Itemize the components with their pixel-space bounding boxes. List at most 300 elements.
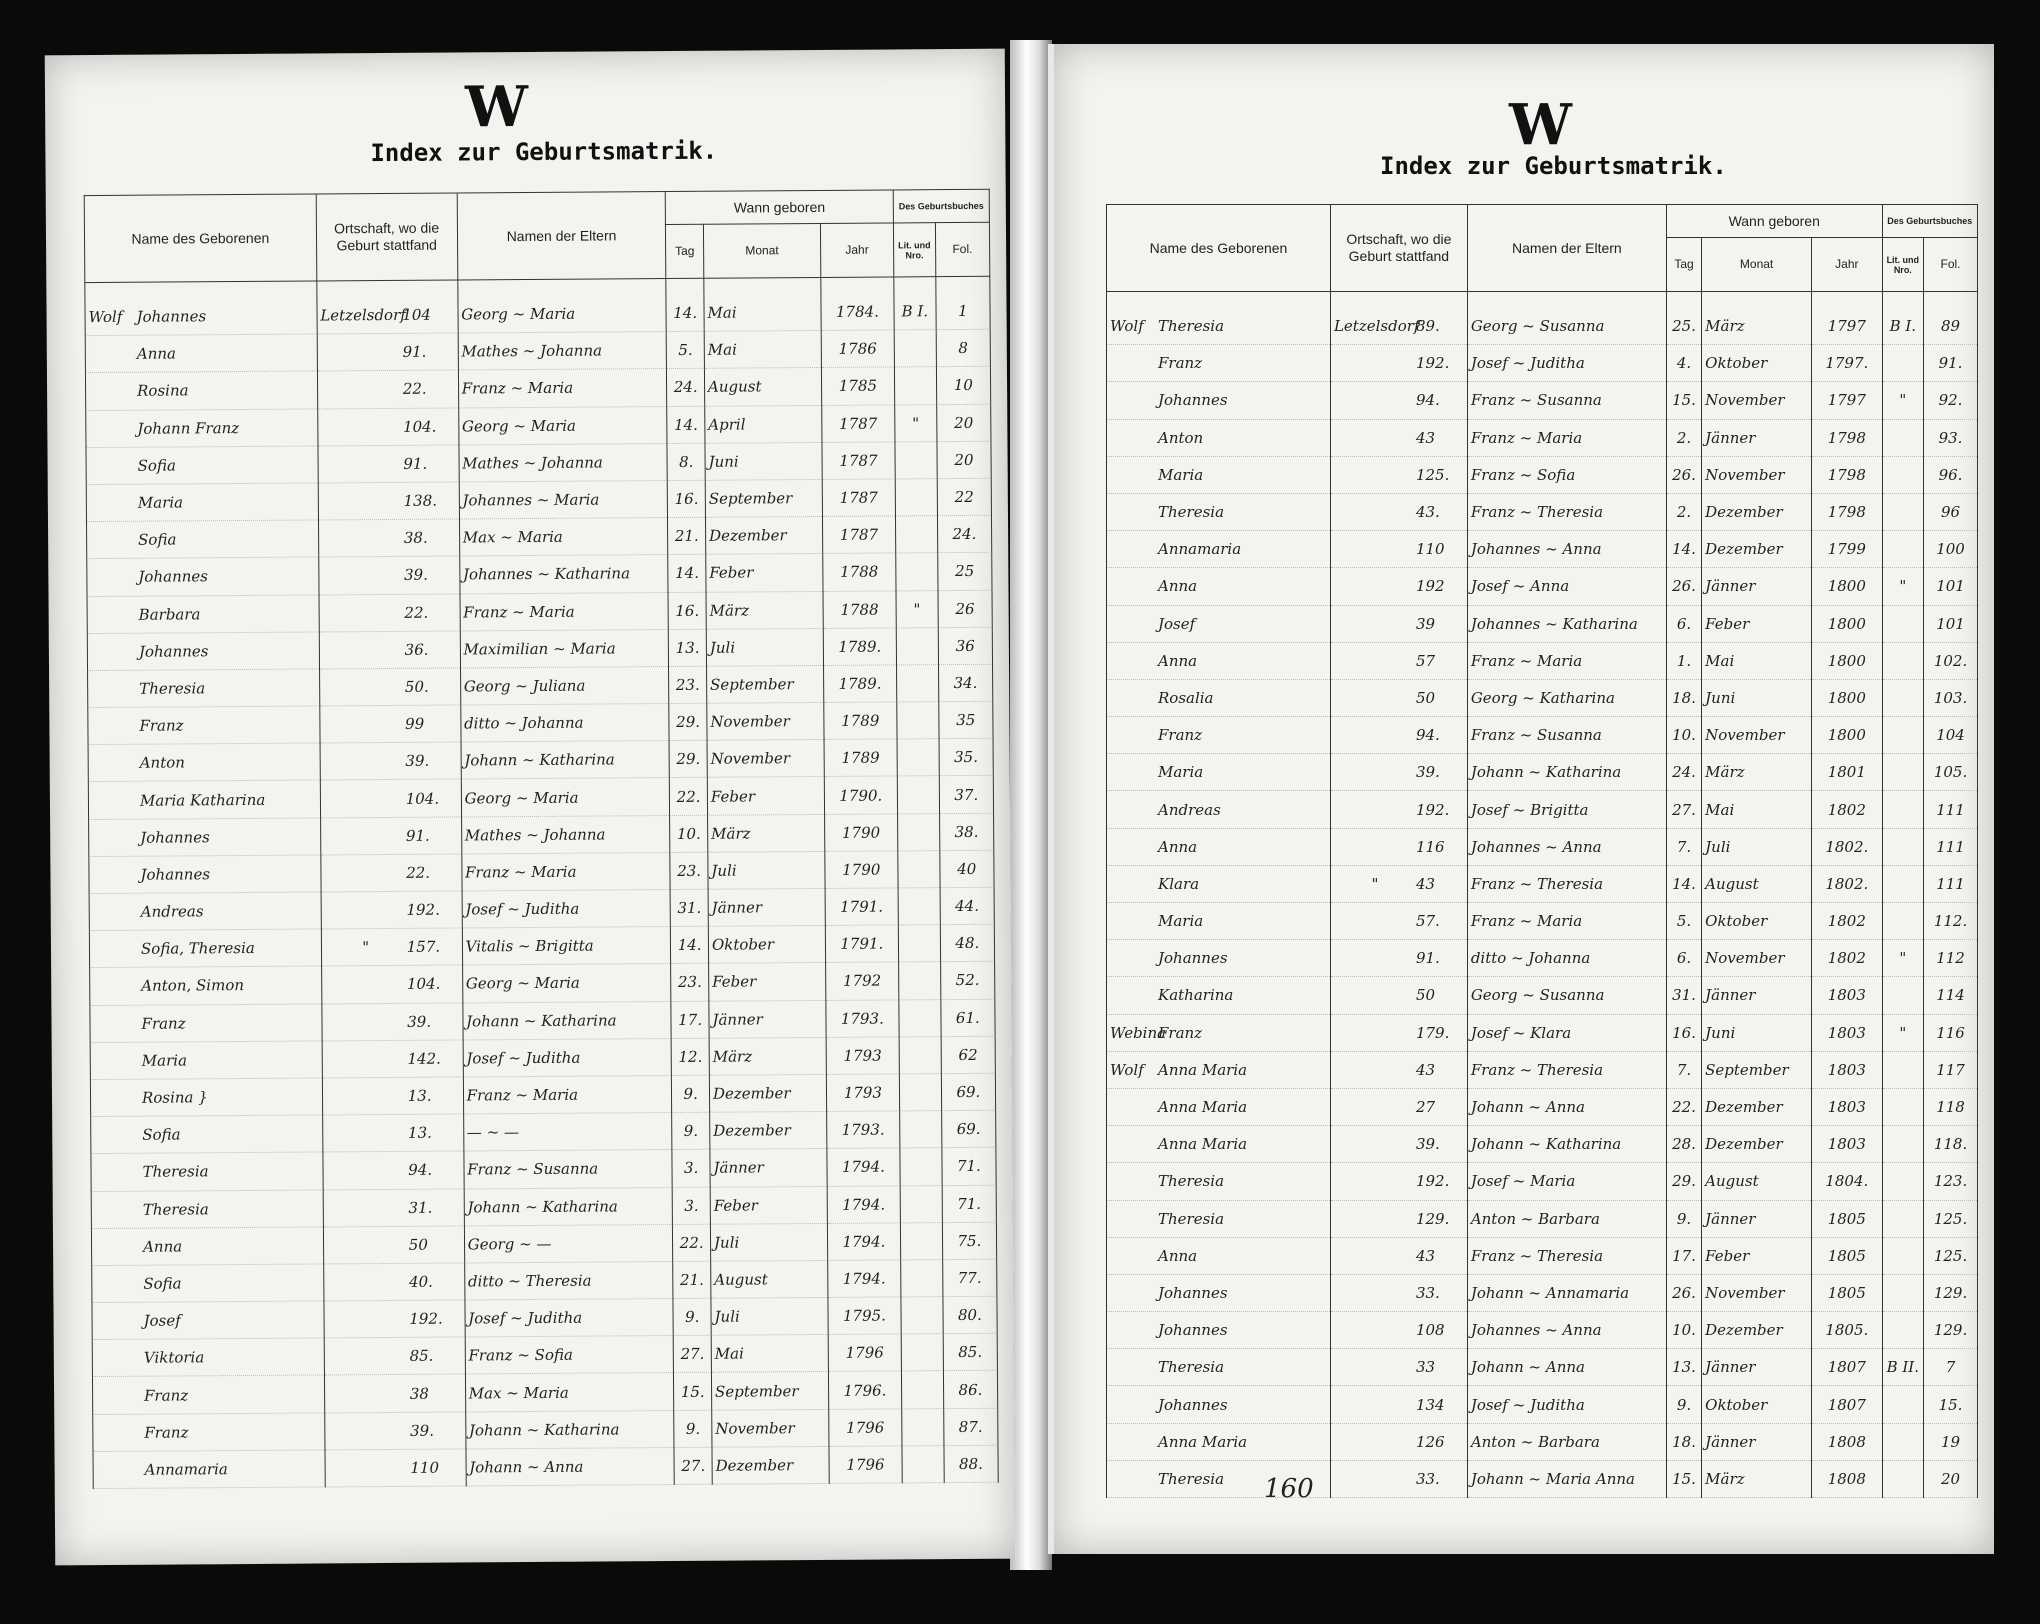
month-cell: Oktober [1702,903,1812,940]
given-name: Maria Katharina [139,790,266,810]
place-cell [317,408,458,446]
place [323,655,405,656]
fol-cell: 91. [1924,345,1978,382]
fol-cell: 103. [1924,679,1978,716]
lit-cell [1882,1312,1923,1349]
table-row [92,1334,997,1378]
year-cell: 1791. [825,888,898,926]
table-row [1107,456,1978,493]
lit-cell [899,1074,941,1111]
lit-cell [1882,605,1923,642]
table-row [1107,940,1978,977]
lit-cell: " [1882,568,1923,605]
table-row [1107,642,1978,679]
lit-cell [901,1260,943,1297]
table-row [92,1371,997,1415]
lit-cell [1882,791,1923,828]
parents-cell: Johann ~ Katharina [1467,754,1666,791]
table-row [1107,308,1978,345]
house-number: 39. [404,566,429,585]
day-cell: 10. [1666,1312,1701,1349]
table-row [86,478,991,522]
place-cell [1330,642,1467,679]
year-cell: 1787 [822,442,895,480]
day-cell: 8. [667,443,705,480]
year-cell: 1803 [1812,977,1883,1014]
lit-cell [1882,1274,1923,1311]
lit-cell [897,776,939,813]
name-cell [1107,1088,1331,1125]
month-cell: September [711,1372,828,1410]
month-cell: November [1702,456,1812,493]
fol-cell: 20 [936,404,991,442]
table-row [85,293,990,336]
place [327,1287,409,1288]
place-cell [1330,903,1467,940]
col-book: Des Geburtsbuches [1882,205,1977,238]
house-number: 192. [409,1309,443,1329]
name-cell [1107,1051,1331,1088]
day-cell: 3. [673,1187,711,1224]
given-name: Franz [139,716,184,735]
fol-cell: 100 [1924,531,1978,568]
month-cell: Oktober [1702,1386,1812,1423]
year-cell: 1793 [826,1037,899,1075]
table-row [88,776,993,820]
house-number: 85. [409,1347,434,1366]
place-cell [320,742,461,780]
name-cell [1107,865,1331,902]
parents-cell: Josef ~ Klara [1467,1014,1666,1051]
house-number: 57 [1415,651,1436,670]
place-cell [321,965,462,1003]
fol-cell: 1 [936,293,991,330]
parents-cell: Franz ~ Susanna [464,1150,673,1189]
place [325,989,407,990]
house-number: 39. [1415,1135,1440,1154]
place [324,878,406,879]
house-number: 134 [1415,1395,1445,1414]
col-day: Tag [1666,238,1701,292]
fol-cell: 114 [1924,977,1978,1014]
month-cell: August [704,368,821,406]
place-cell [320,779,461,817]
lit-cell [1882,531,1923,568]
name-cell [1107,419,1331,456]
day-cell: 24. [1666,754,1701,791]
place-cell [321,854,462,892]
given-name: Anna Maria [1158,1135,1248,1154]
place-cell [318,556,459,594]
day-cell: 9. [673,1298,711,1335]
house-number: 33 [1415,1358,1436,1377]
place-cell [1330,419,1467,456]
given-name: Theresia [1158,317,1225,336]
table-row [1107,605,1978,642]
year-cell: 1788 [823,553,896,591]
table-row [86,441,991,485]
lit-cell [901,1371,943,1408]
month-cell: Oktober [1702,345,1812,382]
place-cell [1330,605,1467,642]
year-cell: 1798 [1812,493,1883,530]
given-name: Andreas [140,902,204,921]
book-gutter [1010,40,1052,1570]
fol-cell: 125. [1924,1237,1978,1274]
parents-cell: Josef ~ Anna [1467,568,1666,605]
lit-cell [1882,1237,1923,1274]
place [328,1361,410,1362]
name-cell [91,1189,323,1228]
fol-cell: 105. [1924,754,1978,791]
col-year: Jahr [820,223,893,278]
place-cell [1330,1386,1467,1423]
month-cell: Mai [704,294,821,332]
year-cell: 1805. [1812,1312,1883,1349]
lit-cell [902,1408,944,1445]
given-name: Klara [1158,874,1200,893]
name-cell [86,409,318,448]
given-name: Anna [142,1237,183,1256]
house-number: 31. [408,1198,433,1217]
table-row [1107,977,1978,1014]
register-rows [85,276,998,1488]
fol-cell: 101 [1924,605,1978,642]
lit-cell [894,330,936,367]
year-cell: 1794. [828,1260,901,1298]
place [324,841,406,842]
place [324,803,406,804]
place-cell [323,1226,464,1264]
parents-cell: Josef ~ Juditha [465,1299,674,1338]
name-cell [85,371,317,410]
house-number: 33. [1415,1469,1440,1488]
lit-cell: B I. [1882,308,1923,345]
lit-cell [1882,1088,1923,1125]
place-cell [1330,1274,1467,1311]
place [322,580,404,581]
day-cell: 18. [1666,1423,1701,1460]
year-cell: 1803 [1812,1014,1883,1051]
fol-cell: 61. [941,999,996,1037]
place [326,1064,408,1065]
fol-cell: 96 [1924,493,1978,530]
fol-cell: 20 [937,441,992,479]
parents-cell: Johannes ~ Anna [1467,531,1666,568]
given-name: Johannes [1158,1321,1228,1340]
house-number: 192 [1415,577,1445,596]
year-cell: 1788 [823,590,896,628]
house-number: 94. [1415,726,1440,745]
house-number: 104. [405,789,440,808]
month-cell: November [1702,1274,1812,1311]
name-cell [91,1227,323,1266]
day-cell: 14. [671,926,709,963]
day-cell: 7. [1666,1051,1701,1088]
table-row [86,404,991,448]
given-name: Maria [1158,465,1204,484]
name-cell [87,594,319,633]
house-number: 39. [405,752,430,771]
table-row [1107,1014,1978,1051]
place [327,1212,409,1213]
name-cell [1107,679,1331,716]
table-row [1107,1274,1978,1311]
table-row [1107,568,1978,605]
table-row [1107,1088,1978,1125]
day-cell: 14. [667,406,705,443]
day-cell: 1. [1666,642,1701,679]
day-cell: 28. [1666,1126,1701,1163]
lit-cell: " [1882,382,1923,419]
year-cell: 1803 [1812,1088,1883,1125]
fol-cell: 15. [1924,1386,1978,1423]
table-row [90,1036,995,1080]
house-number: 110 [1415,540,1445,559]
given-name: Franz [1158,1023,1203,1042]
parents-cell: Maximilian ~ Maria [460,629,669,668]
year-cell: 1784. [821,293,894,330]
place: " [362,938,370,957]
table-row [88,664,993,708]
name-cell [87,632,319,671]
parents-cell: Franz ~ Susanna [1467,382,1666,419]
lit-cell: B II. [1882,1349,1923,1386]
name-cell [92,1338,324,1377]
day-cell: 31. [670,889,708,926]
table-row [1107,1312,1978,1349]
month-cell: September [706,665,823,703]
year-cell: 1802 [1812,791,1883,828]
year-cell: 1797. [1812,345,1883,382]
given-name: Anna [1158,651,1198,670]
name-cell [90,1041,322,1080]
page-title: Index zur Geburtsmatrik. [1380,152,1727,180]
year-cell: 1787 [822,405,895,443]
fol-cell: 37. [939,776,994,814]
parents-cell: Georg ~ Katharina [1467,679,1666,716]
fol-cell: 86. [943,1371,998,1409]
month-cell: Mai [1702,642,1812,679]
month-cell: September [705,479,822,517]
day-cell: 21. [668,517,706,554]
house-number: 116 [1415,837,1445,856]
page-title: Index zur Geburtsmatrik. [370,136,718,168]
month-cell: Feber [710,1186,827,1224]
table-row [1107,1237,1978,1274]
table-row [1107,1386,1978,1423]
parents-cell: Franz ~ Susanna [1467,717,1666,754]
place [328,1398,410,1399]
year-cell: 1793. [826,1111,899,1149]
house-number: 43. [1415,503,1440,522]
place-cell [1330,1423,1467,1460]
parents-cell: Georg ~ Maria [462,964,671,1003]
name-cell [1107,1126,1331,1163]
lit-cell [1882,419,1923,456]
place-cell [317,370,458,408]
given-name: Theresia [1158,503,1225,522]
name-cell [90,966,322,1005]
lit-cell [901,1334,943,1371]
fol-cell: 118 [1924,1088,1978,1125]
place-cell [324,1374,465,1412]
house-number: 91. [402,342,427,362]
given-name: Theresia [1158,1358,1225,1377]
fol-cell: 75. [942,1222,997,1260]
name-cell [1107,345,1331,382]
table-row [88,701,993,745]
house-number: 192. [1415,354,1450,373]
place-cell [321,891,462,929]
table-row [91,1110,996,1154]
place [327,1324,409,1325]
name-cell [1107,382,1331,419]
given-name: Josef [143,1311,181,1330]
day-cell: 16. [1666,1014,1701,1051]
place [322,506,404,507]
place-cell [317,296,458,334]
lit-cell [1882,1051,1923,1088]
day-cell: 26. [1666,456,1701,493]
index-letter: W [464,74,521,141]
place-cell [324,1412,465,1450]
table-row [1107,345,1978,382]
lit-cell [1882,679,1923,716]
house-number: 104 [402,305,431,324]
place-cell [1330,493,1467,530]
month-cell: März [707,814,824,852]
name-cell [93,1413,325,1452]
month-cell: März [706,591,823,629]
month-cell: November [1702,717,1812,754]
house-number: 157. [406,937,441,957]
col-book: Des Geburtsbuches [893,189,989,223]
place-cell [317,333,458,371]
lit-cell [899,1036,941,1073]
name-cell [91,1152,323,1191]
name-cell [92,1375,324,1414]
place [326,1175,408,1176]
given-name: Sofia [143,1274,182,1293]
name-cell [88,669,320,708]
fol-cell: 101 [1924,568,1978,605]
day-cell: 22. [670,778,708,815]
lit-cell [1882,977,1923,1014]
place: " [1371,874,1379,893]
fol-cell: 111 [1924,828,1978,865]
given-name: Johannes [138,642,209,661]
col-place: Ortschaft, wo die Geburt stattfand [1330,205,1467,292]
lit-cell [894,367,936,404]
place [326,1138,408,1139]
day-cell: 22. [673,1224,711,1261]
house-number: 104. [406,975,441,994]
given-name: Sofia [142,1125,181,1144]
year-cell: 1796 [829,1409,902,1447]
year-cell: 1799 [1812,531,1883,568]
name-cell [1107,1237,1331,1274]
place [327,1250,409,1251]
table-row [89,850,994,894]
fol-cell: 35 [938,701,993,739]
place-cell [318,482,459,520]
house-number: 110 [410,1458,440,1477]
month-cell: September [1702,1051,1812,1088]
lit-cell [1882,456,1923,493]
place-cell [1330,977,1467,1014]
fol-cell: 88. [944,1445,999,1483]
lit-cell [899,962,941,999]
given-name: Rosalia [1158,688,1214,707]
name-cell [87,557,319,596]
place-cell [319,593,460,631]
given-name: Anton [139,753,185,773]
year-cell: 1803 [1812,1051,1883,1088]
month-cell: Dezember [710,1112,827,1150]
given-name: Franz [144,1423,189,1442]
place: Letzelsdorf [1333,317,1420,336]
fol-cell: 87. [943,1408,998,1446]
month-cell: Juni [705,442,822,480]
year-cell: 1807 [1812,1386,1883,1423]
parents-cell: Josef ~ Brigitta [1467,791,1666,828]
place-cell [1330,1126,1467,1163]
given-name: Barbara [138,604,201,624]
year-cell: 1797 [1812,308,1883,345]
parents-cell: — ~ — [463,1113,672,1152]
year-cell: 1787 [822,516,895,554]
lit-cell [1882,1386,1923,1423]
given-name: Johannes [140,865,211,884]
col-month: Monat [703,223,820,278]
fol-cell: 52. [940,962,995,1000]
place-cell [1330,1014,1467,1051]
parents-cell: Georg ~ Susanna [1467,308,1666,345]
year-cell: 1790. [824,776,897,814]
house-number: 138. [403,491,438,510]
month-cell: Dezember [1702,531,1812,568]
table-row [1107,1126,1978,1163]
name-cell [1107,308,1331,345]
name-cell [85,297,317,335]
year-cell: 1807 [1812,1349,1883,1386]
fol-cell: 20 [1924,1460,1978,1497]
given-name: Johannes [1158,391,1228,410]
place-cell [1330,828,1467,865]
table-row [1107,865,1978,902]
given-name: Maria [1158,763,1204,782]
given-name: Maria [137,493,184,512]
fol-cell: 129. [1924,1312,1978,1349]
parents-cell: Johann ~ Anna [1467,1088,1666,1125]
parents-cell: Johannes ~ Maria [459,480,668,519]
given-name: Katharina [1158,986,1234,1005]
month-cell: Dezember [1702,493,1812,530]
year-cell: 1803 [1812,1126,1883,1163]
parents-cell: Johann ~ Katharina [461,741,670,780]
given-name: Johannes [1158,949,1228,968]
month-cell: Dezember [1702,1312,1812,1349]
table-row [91,1185,996,1229]
year-cell: 1794. [827,1148,900,1186]
place-cell [1330,345,1467,382]
place-cell [323,1151,464,1189]
lit-cell [1882,1200,1923,1237]
month-cell: Jänner [1702,419,1812,456]
table-row [1107,754,1978,791]
day-cell: 18. [1666,679,1701,716]
